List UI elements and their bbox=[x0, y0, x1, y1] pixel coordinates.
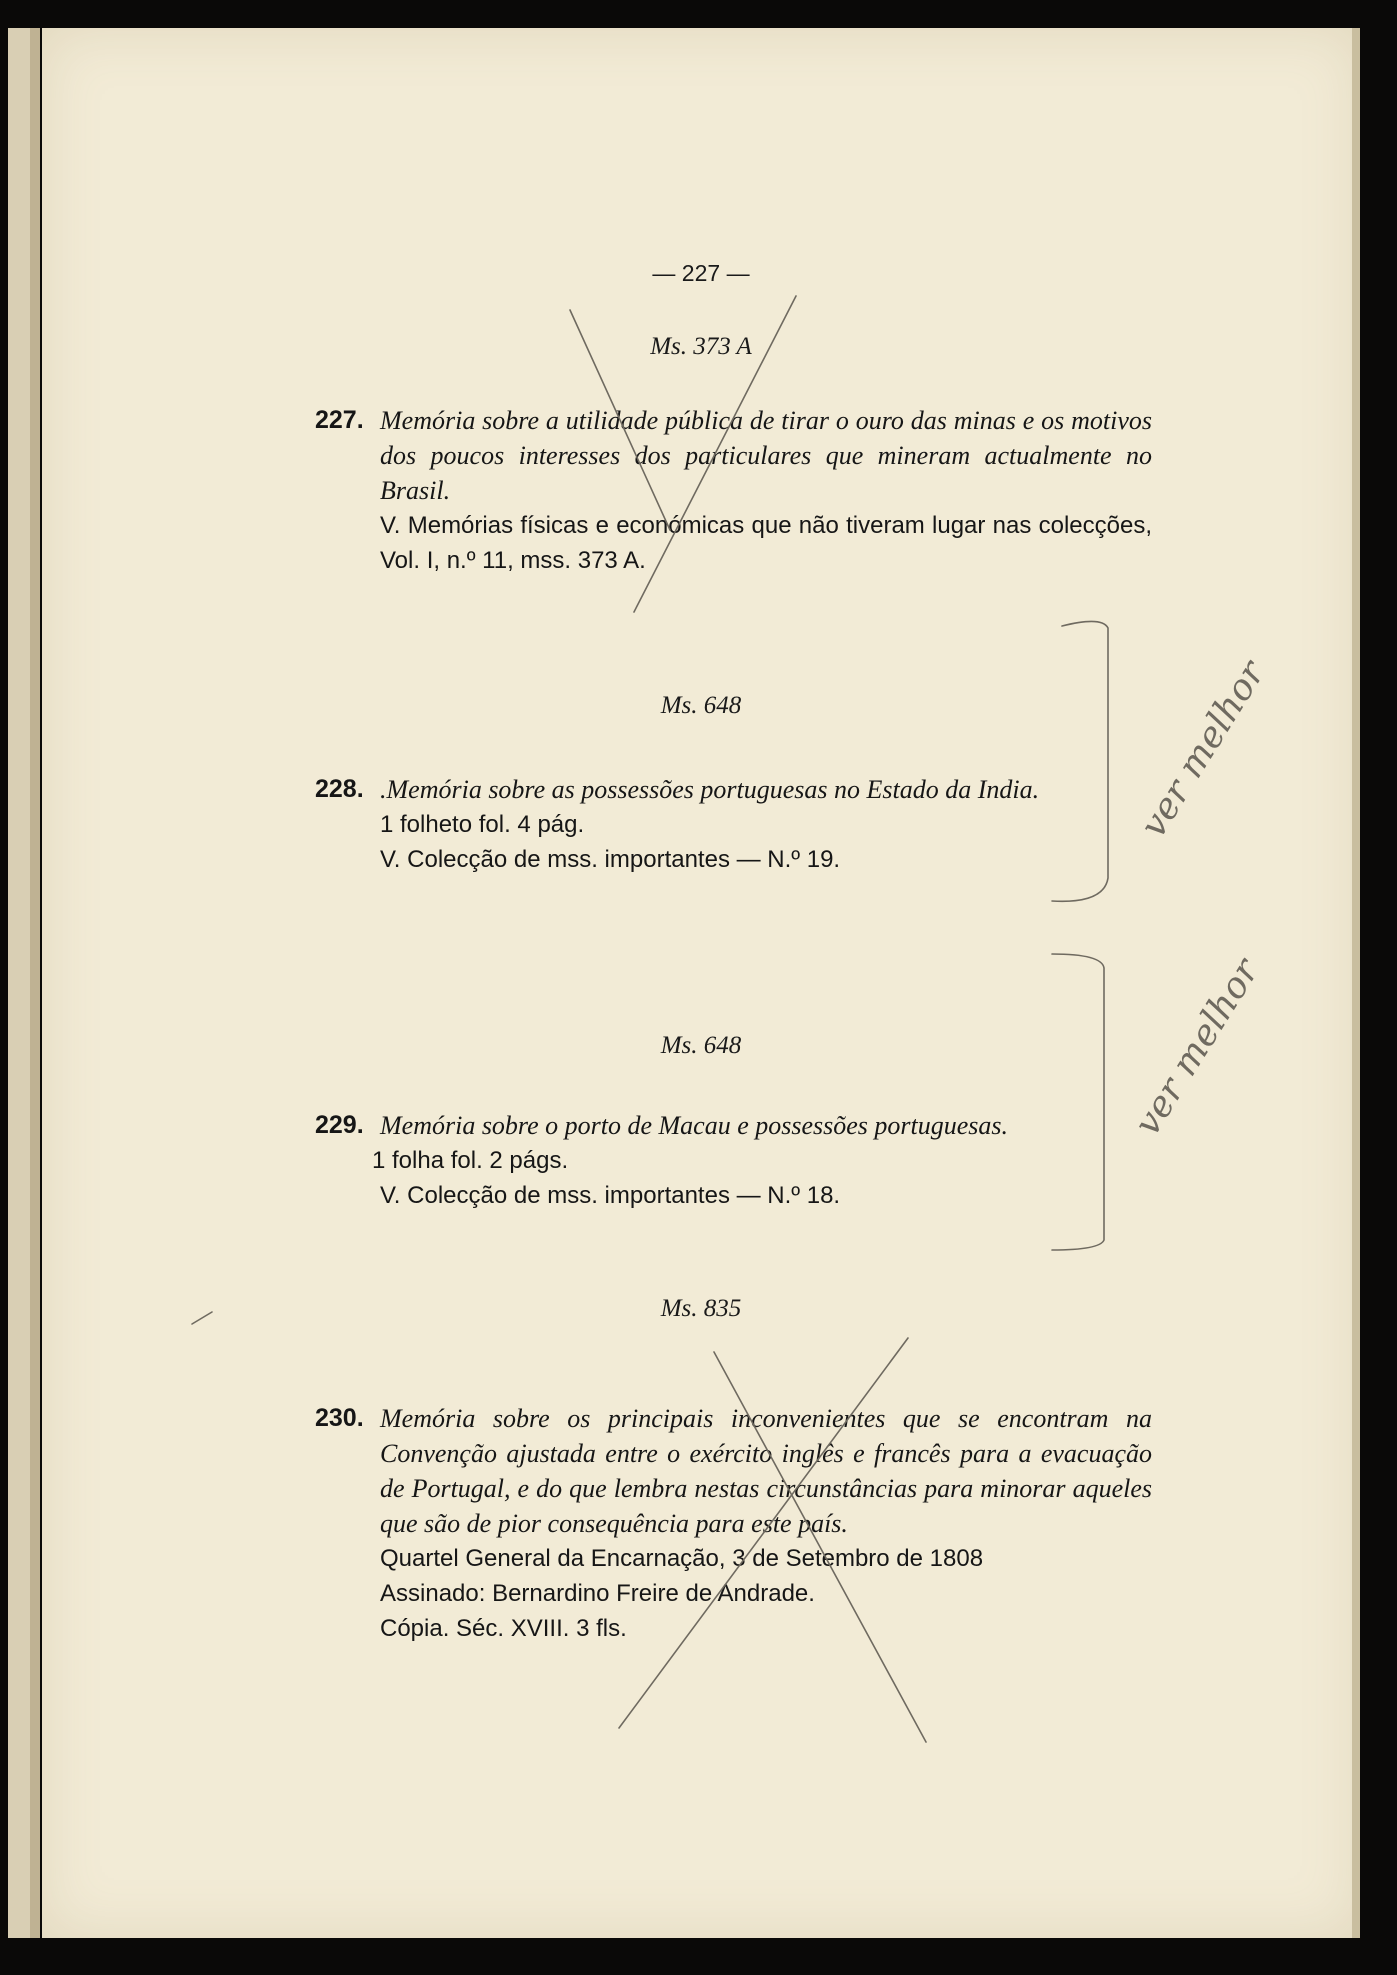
ms-heading-648-b: Ms. 648 bbox=[660, 1032, 742, 1059]
ms-heading-648-a: Ms. 648 bbox=[660, 692, 742, 719]
ms-heading-373a: Ms. 373 A bbox=[650, 333, 752, 360]
book-spine-edge bbox=[0, 28, 40, 1938]
entry-228 bbox=[315, 772, 1152, 877]
pencil-note: ver melhor bbox=[1132, 654, 1274, 845]
page-number: — 227 — bbox=[652, 260, 750, 286]
entry-signed: Assinado: Bernardino Freire de Andrade. bbox=[380, 1580, 815, 1607]
entry-number: 230. bbox=[315, 1404, 364, 1432]
entry-title: Memória sobre os principais inconvenientes que se encontram na Convenção ajustada entre o exército inglês e francês para a evacuação de Portugal, e do que lembra nestas circunstâncias para minorar aqueles que são de pior consequência para este país. bbox=[380, 1404, 1152, 1538]
ms-heading-835: Ms. 835 bbox=[660, 1295, 742, 1322]
entry-230 bbox=[315, 1401, 1152, 1646]
page-right-edge bbox=[1352, 28, 1360, 1938]
document-page bbox=[42, 28, 1360, 1938]
entry-title: .Memória sobre as possessões portuguesas no Estado da India. bbox=[380, 775, 1040, 804]
entry-place-date: Quartel General da Encarnação, 3 de Setembro de 1808 bbox=[380, 1545, 984, 1572]
entry-title: Memória sobre o porto de Macau e possessões portuguesas. bbox=[380, 1111, 1009, 1140]
entry-reference: V. Colecção de mss. importantes — N.º 19. bbox=[380, 846, 841, 873]
entry-extent: 1 folha fol. 2 págs. bbox=[372, 1147, 569, 1174]
entry-extent: 1 folheto fol. 4 pág. bbox=[380, 811, 585, 838]
entry-number: 227. bbox=[315, 406, 364, 434]
entry-copy-info: Cópia. Séc. XVIII. 3 fls. bbox=[380, 1615, 627, 1642]
entry-title: Memória sobre a utilidade pública de tirar o ouro das minas e os motivos dos poucos interesses dos particulares que mineram actualmente no Brasil. bbox=[380, 406, 1152, 505]
entry-reference: V. Colecção de mss. importantes — N.º 18. bbox=[380, 1182, 841, 1209]
entry-229 bbox=[315, 1108, 1152, 1213]
pencil-annotations bbox=[42, 28, 1360, 1938]
pencil-note: ver melhor bbox=[1126, 952, 1268, 1143]
entry-number: 229. bbox=[315, 1111, 364, 1139]
entry-227 bbox=[315, 403, 1152, 578]
entry-reference: V. Memórias físicas e económicas que não tiveram lugar nas colecções, Vol. I, n.º 11, mss. 373 A. bbox=[380, 512, 1152, 574]
entry-number: 228. bbox=[315, 775, 364, 803]
